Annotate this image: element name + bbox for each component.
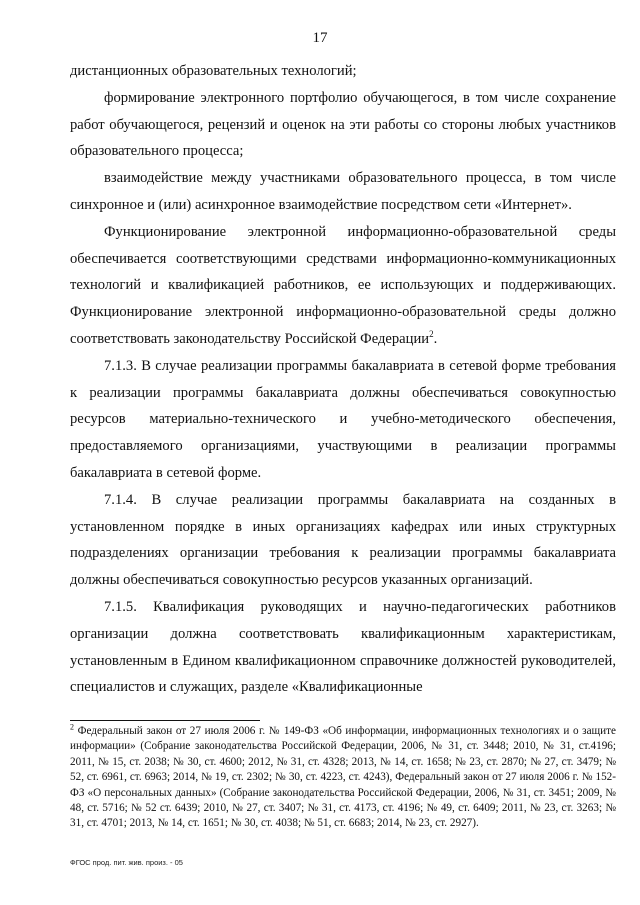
footnote-mark: 2 [70,722,74,732]
paragraph-6: 7.1.4. В случае реализации программы бакалавриата на созданных в установленном порядке в иных организациях кафедрах или иных структурных подразделениях организации требования к реализации программы бакалавриата должны обеспечиваться совокупностью ресурсов указанных организаций. [70,491,616,589]
paragraph-5: 7.1.3. В случае реализации программы бакалавриата в сетевой форме требования к реализации программы бакалавриата должны обеспечиваться совокупностью ресурсов материально-технического и учебно-методического обеспечения, предоставляемого организациями, участвующими в реализации программы бакалавриата в сетевой форме. [70,357,616,481]
paragraph-7: 7.1.5. Квалификация руководящих и научно-педагогических работников организации должна соответствовать квалификационным характеристикам, установленным в Едином квалификационном справочнике должностей руководителей, специалистов и служащих, разделе «Квалификационные [70,598,616,696]
footnote-reference[interactable]: 2 [429,329,434,340]
footnote [70,724,616,832]
paragraph-4-tail: . [433,330,438,347]
footnote-text: Федеральный закон от 27 июля 2006 г. № 149-ФЗ «Об информации, информационных технологиях и о защите информации» (Собрание законодательства Российской Федерации, 2006, № 31, ст. 3448; 2010, № 31, ст.4196; 2011, № 15, ст. 2038; № 30, ст. 4600; 2012, № 31, ст. 4328; 2013, № 14, ст. 1658; № 23, ст. 2870; № 27, ст. 3479; № 52, ст. 6961, ст. 6963; 2014, № 19, ст. 2302; № 30, ст. 4223, ст. 4243), Федеральный закон от 27 июля 2006 г. № 152-ФЗ «О персональных данных» (Собрание законодательства Российской Федерации, 2006, № 31, ст. 3451; 2009, № 48, ст. 5716; № 52 ст. 6439; 2010, № 27, ст. 3407; № 31, ст. 4173, ст. 4196; № 49, ст. 6409; 2011, № 23, ст. 3263; № 31, ст. 4701; 2013, № 14, ст. 1651; № 30, ст. 4038; № 51, ст. 6683; 2014, № 23, ст. 2927). [70,725,617,830]
paragraph-3: взаимодействие между участниками образовательного процесса, в том числе синхронное и (или) асинхронное взаимодействие посредством сети «Интернет». [70,170,616,213]
paragraph-4 [70,219,616,353]
document-code-label: ФГОС прод. пит. жив. произ. - 05 [70,858,183,867]
paragraph-2: формирование электронного портфолио обучающегося, в том числе сохранение работ обучающегося, рецензий и оценок на эти работы со стороны любых участников образовательного процесса; [70,89,616,160]
page-number: 17 [312,30,328,46]
paragraph-1: дистанционных образовательных технологий; [70,63,357,79]
body-text [70,58,616,701]
paragraph-4-text: Функционирование электронной информационно-образовательной среды обеспечивается соответствующими средствами информационно-коммуникационных технологий и квалификацией работников, ее использующих и поддерживающих. Функционирование электронной информационно-образовательной среды должно соответствовать законодательству Российской Федерации [70,223,616,347]
footnote-divider [70,720,260,721]
